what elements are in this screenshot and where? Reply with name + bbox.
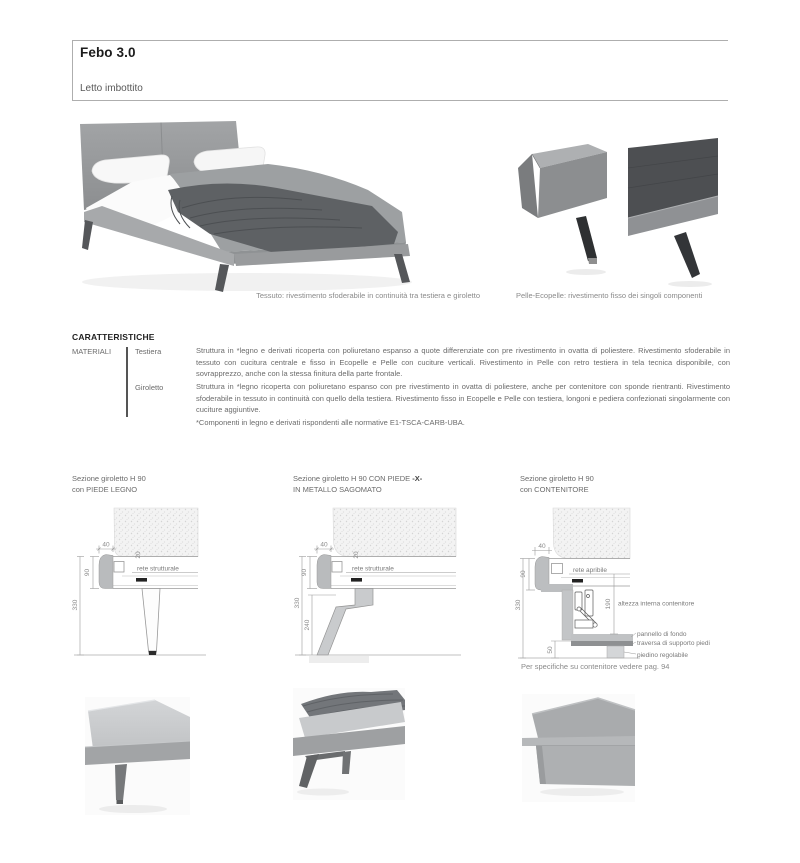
drawing-piede-legno bbox=[70, 508, 210, 668]
leader-traversa bbox=[633, 642, 636, 644]
rete-label: rete apribile bbox=[573, 567, 607, 574]
contenitore-note: Per specifiche su contenitore vedere pag. 94 bbox=[521, 662, 670, 671]
section-title-contenitore-line1: Sezione giroletto H 90 bbox=[520, 474, 594, 483]
section-title-metallo bbox=[293, 474, 422, 495]
dim-50 bbox=[547, 641, 571, 658]
leg-shadow bbox=[668, 281, 712, 287]
wood-leg bbox=[576, 216, 597, 261]
rete-label: rete strutturale bbox=[137, 565, 179, 573]
dim-90-text: 90 bbox=[301, 568, 308, 577]
container-side-panel bbox=[562, 590, 573, 640]
leg-foot-cap bbox=[588, 258, 597, 264]
row-label-giroletto: Giroletto bbox=[135, 383, 164, 392]
materiali-label: MATERIALI bbox=[72, 347, 112, 356]
title-rule-left bbox=[72, 40, 73, 101]
mattress-section bbox=[114, 508, 198, 557]
support-crossbar bbox=[571, 641, 633, 646]
leg-foot-section bbox=[149, 651, 157, 655]
metal-leg-section bbox=[317, 589, 373, 656]
rail-box-section bbox=[332, 562, 342, 573]
leg-ground-shadow bbox=[309, 656, 369, 663]
testiera-text: Struttura in *legno e derivati ricoperta con poliuretano espanso a quote differenziate con pre rivestimento in ovatta di poliestere. Rivestimento sfoderabile in tessuto con cucitura centrale e fisso in Ecopelle e Pelle con cuciture verticali. Rivestimento in Pelle con retro testiera in tela tecnica disponibile, con sovrapprezzo, anche con la stessa finitura della parte frontale. bbox=[196, 346, 730, 379]
section-title-legno bbox=[72, 474, 146, 495]
corner-left-face bbox=[518, 154, 538, 218]
section-title-legno-line1: Sezione giroletto H 90 bbox=[72, 474, 146, 483]
wood-leg-section bbox=[142, 589, 160, 652]
giroletto-text: Struttura in *legno ricoperta con poliuretano espanso con pre rivestimento in ovatta di poliestere, anche per contenitore con sponde rientranti. Rivestimento sfoderabile in tessuto in continuità con quello della testiera. Rivestimento fisso in Ecopelle e Pelle con testiera, longoni e pediera confezionati singolarmente con cuciture aggiuntive. bbox=[196, 382, 730, 415]
rail-box-section bbox=[114, 562, 124, 573]
dim-20-text: 20 bbox=[353, 551, 360, 559]
dim-190-text: 190 bbox=[605, 598, 612, 610]
dim-40-text: 40 bbox=[102, 541, 110, 549]
side-rail-profile bbox=[99, 555, 113, 589]
dim-40 bbox=[96, 542, 116, 554]
section-title-metallo-line1 bbox=[293, 474, 422, 485]
photo-caption-pelle: Pelle-Ecopelle: rivestimento fisso dei singoli componenti bbox=[516, 291, 703, 300]
dim-190 bbox=[605, 574, 618, 634]
drawing-piede-metallo bbox=[291, 508, 466, 668]
side-rail-profile bbox=[317, 555, 331, 589]
label-piedino: piedino regolabile bbox=[637, 652, 688, 659]
detail-photo-pelle bbox=[628, 138, 718, 288]
title-rule-top bbox=[72, 40, 728, 41]
bottom-photo-metallo bbox=[293, 688, 405, 800]
metallo-title-bold: -X- bbox=[412, 474, 423, 483]
section-title-contenitore bbox=[520, 474, 594, 495]
dim-20-text: 20 bbox=[135, 551, 142, 559]
dim-50-text: 50 bbox=[547, 646, 554, 654]
dim-240-text: 240 bbox=[304, 619, 311, 631]
slat-section bbox=[351, 578, 362, 582]
container-box bbox=[536, 746, 635, 786]
leg-shadow bbox=[566, 269, 606, 275]
leader-piedino bbox=[624, 652, 636, 654]
bottom-panel bbox=[571, 634, 633, 641]
materials-footnote: *Componenti in legno e derivati rispondenti alle normative E1-TSCA-CARB-UBA. bbox=[196, 418, 465, 427]
rail-box-section bbox=[552, 564, 563, 574]
bed-photo bbox=[72, 112, 480, 292]
lift-mechanism bbox=[575, 590, 597, 628]
dim-330-text: 330 bbox=[72, 599, 79, 611]
section-title-metallo-line2: IN METALLO SAGOMATO bbox=[293, 484, 382, 494]
shadow bbox=[99, 805, 167, 813]
adjustable-foot bbox=[607, 646, 624, 658]
slat-section bbox=[136, 578, 147, 582]
bottom-photo-contenitore bbox=[522, 694, 635, 802]
drawing-contenitore bbox=[515, 508, 740, 668]
dim-90-text: 90 bbox=[84, 568, 91, 577]
bed-leg-left bbox=[82, 220, 93, 250]
dim-90-text: 90 bbox=[520, 570, 527, 578]
detail-photo-tessuto bbox=[518, 138, 607, 288]
dim-330-text: 330 bbox=[294, 597, 301, 609]
section-title-contenitore-line2: con CONTENITORE bbox=[520, 484, 589, 494]
caratteristiche-heading: CARATTERISTICHE bbox=[72, 332, 155, 342]
row-label-testiera: Testiera bbox=[135, 347, 162, 356]
metal-leg bbox=[674, 232, 700, 278]
shadow bbox=[297, 789, 349, 796]
leg-foot bbox=[117, 800, 124, 804]
dim-90 bbox=[301, 557, 317, 589]
page-title: Febo 3.0 bbox=[80, 45, 136, 60]
label-pannello: pannello di fondo bbox=[637, 631, 687, 638]
dim-40-text: 40 bbox=[320, 541, 328, 549]
dim-40-text: 40 bbox=[538, 543, 546, 550]
dim-330-text: 330 bbox=[515, 599, 522, 611]
slat-section bbox=[572, 579, 583, 583]
rete-label: rete strutturale bbox=[352, 565, 394, 573]
dim-40 bbox=[314, 542, 334, 554]
title-rule-bottom bbox=[72, 100, 728, 101]
photo-caption-tessuto: Tessuto: rivestimento sfoderabile in continuità tra testiera e giroletto bbox=[256, 291, 480, 300]
dim-90 bbox=[520, 559, 535, 591]
page-subtitle: Letto imbottito bbox=[80, 83, 143, 94]
section-title-legno-line2: con PIEDE LEGNO bbox=[72, 484, 138, 494]
dim-40 bbox=[532, 543, 552, 556]
mattress-section bbox=[553, 508, 630, 559]
bottom-photo-legno bbox=[85, 697, 190, 815]
mattress-section bbox=[333, 508, 456, 557]
bed-floor-shadow bbox=[82, 273, 412, 291]
shadow bbox=[540, 788, 624, 796]
materiali-divider bbox=[126, 347, 128, 417]
label-altezza-interna: altezza interna contenitore bbox=[618, 600, 695, 608]
dim-330 bbox=[72, 557, 84, 656]
dim-90 bbox=[84, 557, 99, 589]
label-traversa: traversa di supporto piedi bbox=[637, 640, 710, 647]
metallo-title-pre: Sezione giroletto H 90 CON PIEDE bbox=[293, 474, 413, 483]
